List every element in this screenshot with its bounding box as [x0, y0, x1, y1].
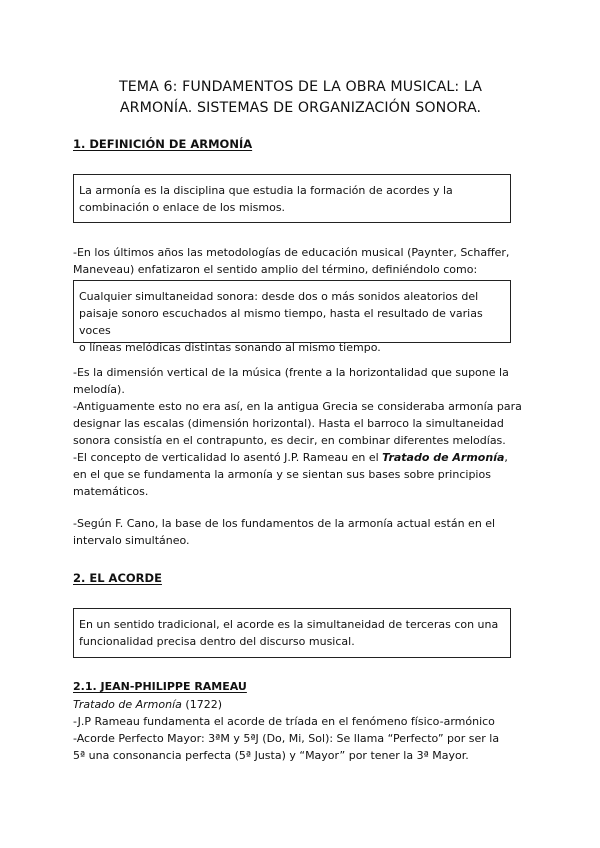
point-c-suffix: , [504, 451, 508, 464]
point-a-line-1: -Es la dimensión vertical de la música (frente a la horizontalidad que supone la [73, 366, 509, 379]
point-c-line-1 [73, 449, 528, 466]
treatise-line [73, 696, 528, 713]
cano-line-2: intervalo simultáneo. [73, 534, 190, 547]
chord-definition-line-1: En un sentido tradicional, el acorde es la simultaneidad de terceras con una [79, 618, 499, 631]
page-title [73, 77, 528, 119]
rameau-line-a: -J.P Rameau fundamenta el acorde de tríada en el fenómeno físico-armónico [73, 715, 495, 728]
definition-line-1: La armonía es la disciplina que estudia la formación de acordes y la [79, 184, 453, 197]
broad-definition-box [73, 280, 511, 354]
definition-line-2: combinación o enlace de los mismos. [79, 201, 286, 214]
section-2-heading: 2. EL ACORDE [73, 571, 162, 585]
section-1-heading: 1. DEFINICIÓN DE ARMONÍA [73, 137, 253, 151]
cano-line-1: -Según F. Cano, la base de los fundamentos de la armonía actual están en el [73, 517, 496, 530]
point-c-line-3: matemáticos. [73, 485, 149, 498]
treatise-title: Tratado de Armonía [73, 698, 182, 711]
rameau-paragraph [73, 696, 528, 764]
treatise-title-emphasis: Tratado de Armonía [382, 451, 505, 464]
intro-line-1: -En los últimos años las metodologías de educación musical (Paynter, Schaffer, [73, 246, 510, 259]
treatise-year: (1722) [181, 698, 222, 711]
point-b-line-3: sonora consistía en el contrapunto, es decir, en combinar diferentes melodías. [73, 434, 506, 447]
definition-box [73, 174, 511, 223]
title-line-2: ARMONÍA. SISTEMAS DE ORGANIZACIÓN SONORA. [119, 100, 482, 116]
rameau-line-b-2: 5ª una consonancia perfecta (5ª Justa) y “Mayor” por tener la 3ª Mayor. [73, 749, 469, 762]
broad-definition-line-3: o líneas melódicas distintas sonando al mismo tiempo. [79, 341, 381, 354]
point-c-line-2: en el que se fundamenta la armonía y se sientan sus bases sobre principios [73, 468, 491, 481]
broad-definition-line-1: Cualquier simultaneidad sonora: desde dos o más sonidos aleatorios del [79, 290, 479, 303]
intro-paragraph [73, 244, 528, 278]
points-paragraph [73, 364, 528, 500]
broad-definition-line-2: paisaje sonoro escuchados al mismo tiempo, hasta el resultado de varias voces [79, 307, 483, 337]
point-b-line-2: designar las escalas (dimensión horizontal). Hasta el barroco la simultaneidad [73, 417, 504, 430]
chord-definition-line-2: funcionalidad precisa dentro del discurso musical. [79, 635, 355, 648]
point-b-line-1: -Antiguamente esto no era así, en la antigua Grecia se consideraba armonía para [73, 400, 522, 413]
subsection-heading: 2.1. JEAN-PHILIPPE RAMEAU [73, 680, 247, 693]
title-line-1: TEMA 6: FUNDAMENTOS DE LA OBRA MUSICAL: LA [118, 79, 483, 95]
chord-definition-box [73, 608, 511, 658]
rameau-line-b-1: -Acorde Perfecto Mayor: 3ªM y 5ªJ (Do, Mi, Sol): Se llama “Perfecto” por ser la [73, 732, 500, 745]
point-c-prefix: -El concepto de verticalidad lo asentó J.P. Rameau en el [73, 451, 383, 464]
intro-line-2: Maneveau) enfatizaron el sentido amplio del término, definiéndolo como: [73, 263, 478, 276]
cano-paragraph [73, 515, 528, 549]
point-a-line-2: melodía). [73, 383, 125, 396]
